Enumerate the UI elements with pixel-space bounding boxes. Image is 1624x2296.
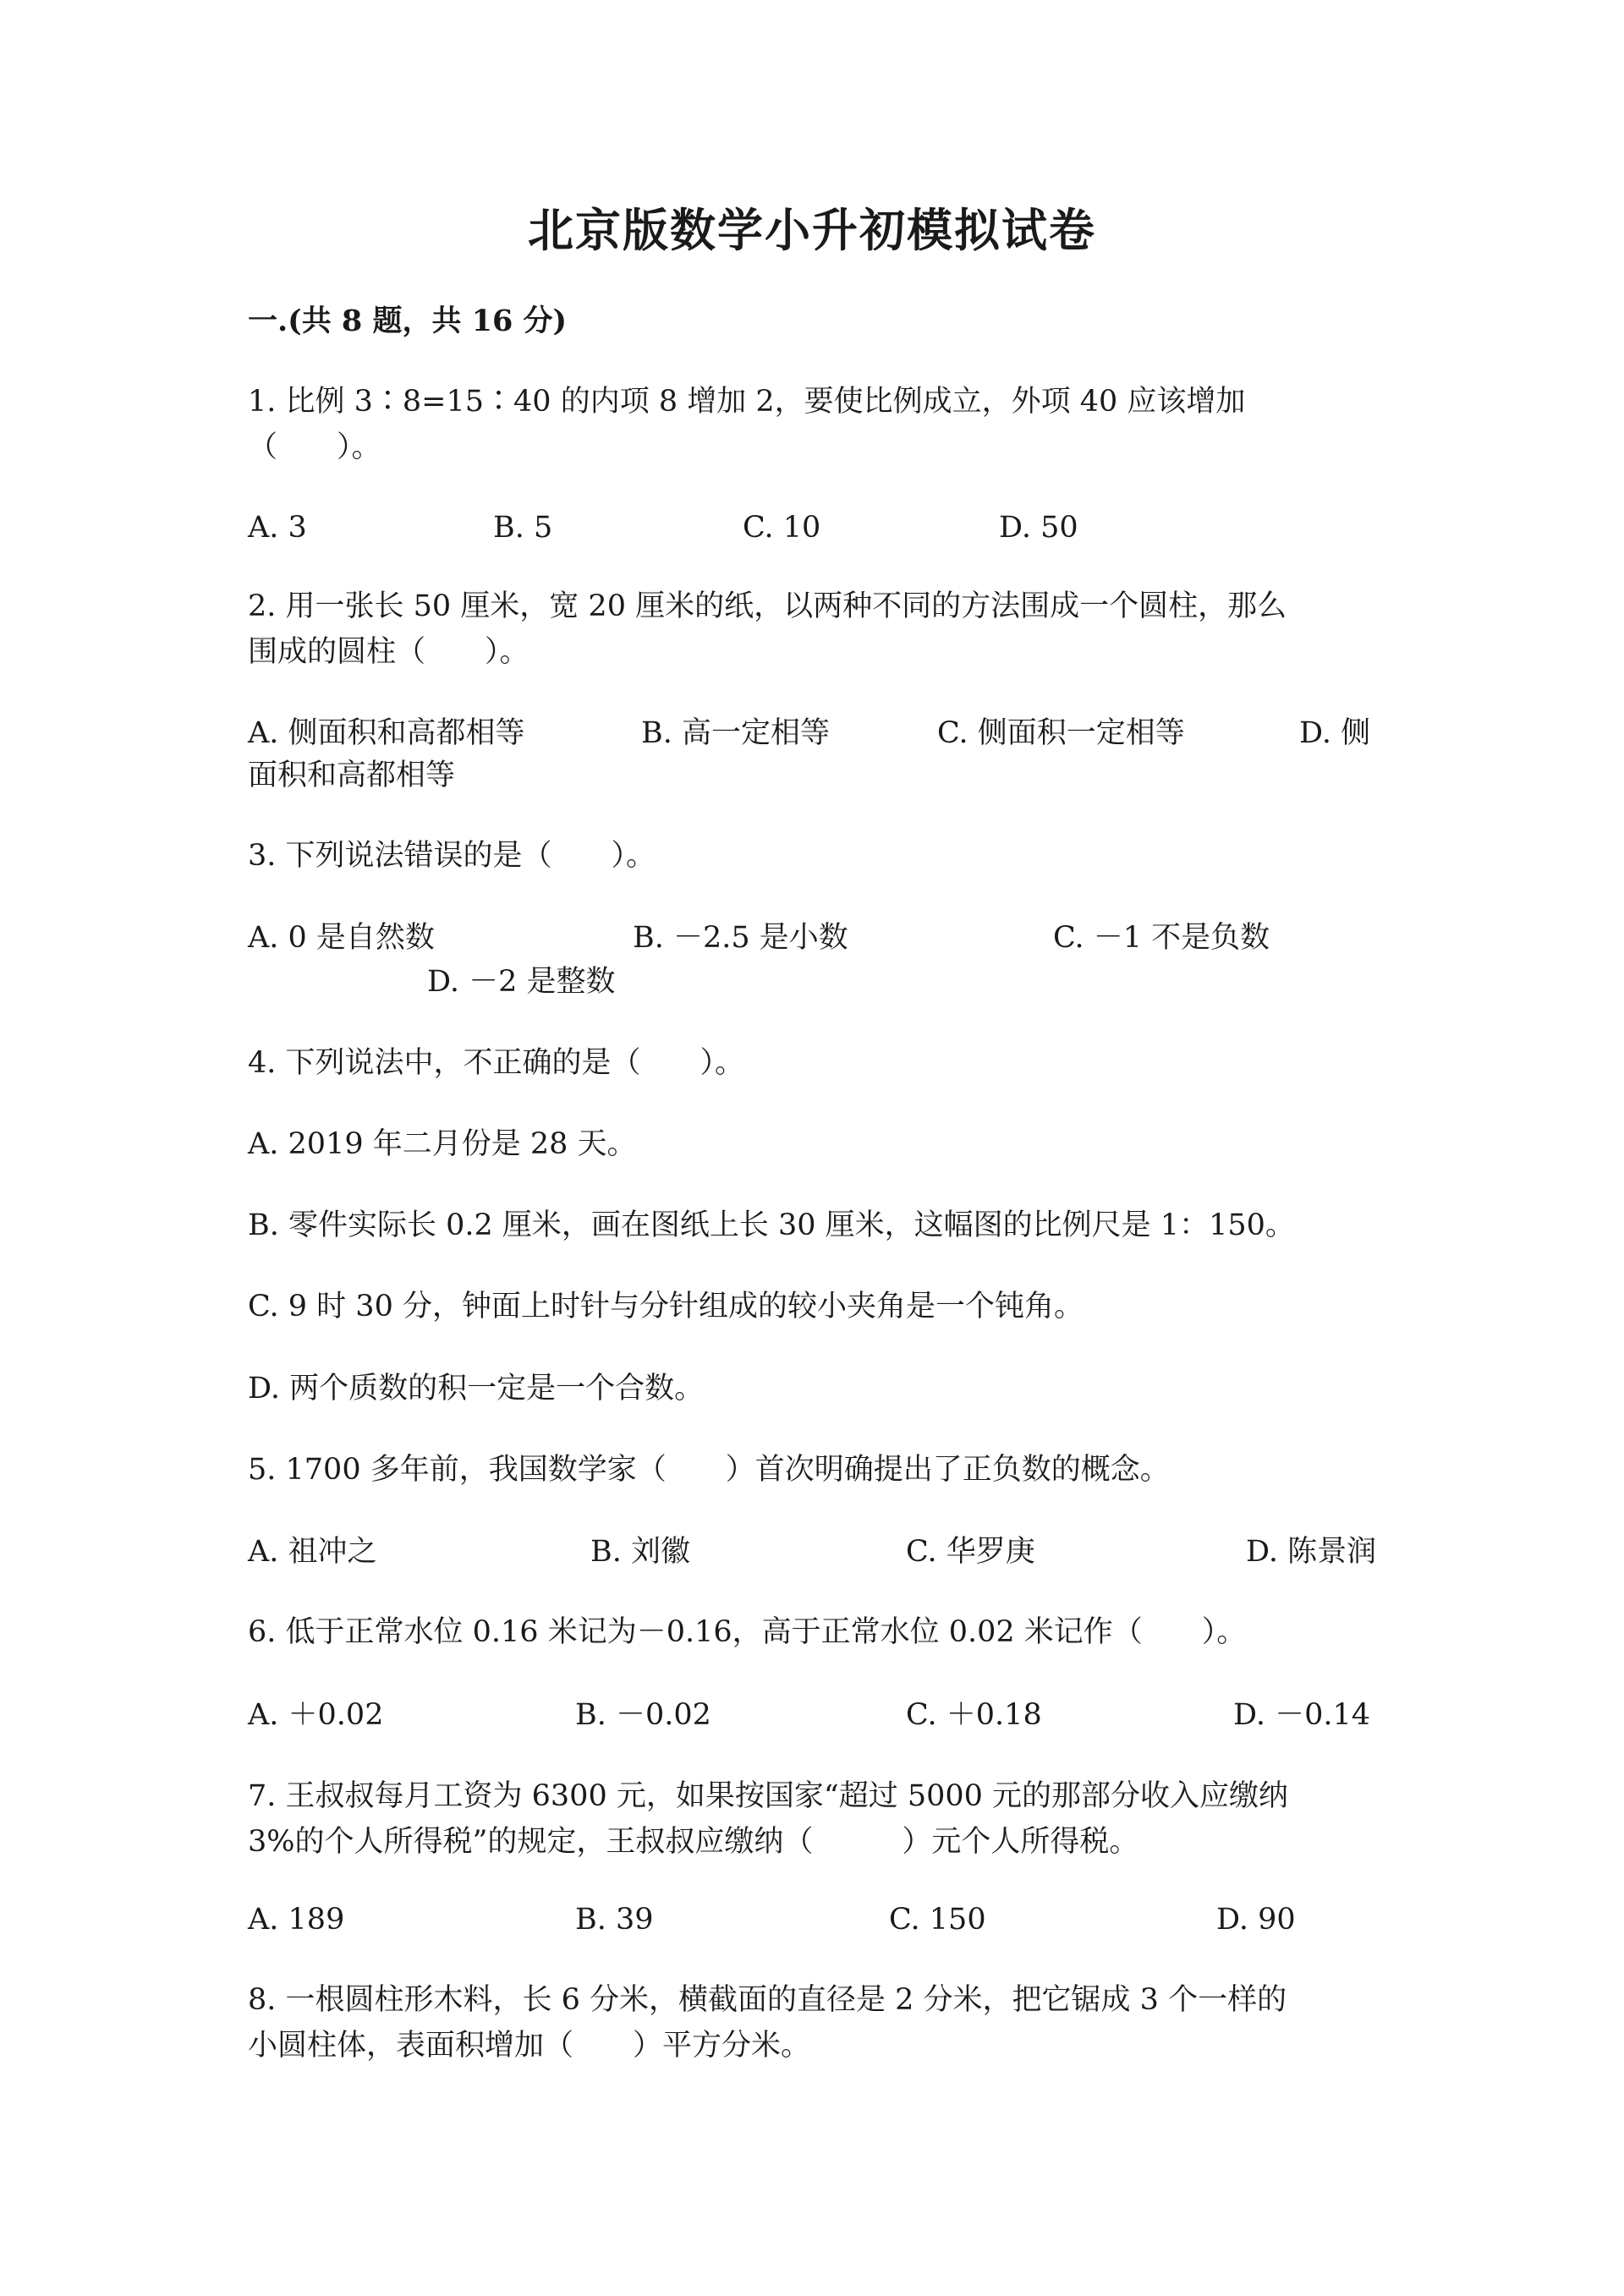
question-2-line-1: 2. 用一张长 50 厘米，宽 20 厘米的纸，以两种不同的方法围成一个圆柱，那么 — [248, 589, 1287, 623]
option-a: A. 3 — [248, 511, 307, 545]
question-6-text: 6. 低于正常水位 0.16 米记为－0.16，高于正常水位 0.02 米记作（ ）。 — [248, 1615, 1247, 1649]
option-a: A. 2019 年二月份是 28 天。 — [248, 1127, 637, 1161]
option-c: C. 150 — [889, 1903, 986, 1937]
option-c: C. 9 时 30 分，钟面上时针与分针组成的较小夹角是一个钝角。 — [248, 1290, 1084, 1323]
option-b: B. 刘徽 — [590, 1535, 690, 1569]
question-1-line-2: （ ）。 — [248, 430, 381, 464]
option-d: D. 90 — [1216, 1903, 1296, 1937]
option-c: C. ＋0.18 — [906, 1698, 1042, 1732]
option-b: B. 高一定相等 — [641, 716, 830, 750]
question-3-options — [248, 915, 1381, 961]
question-2 — [248, 584, 1381, 675]
option-a: A. 0 是自然数 — [248, 921, 435, 955]
option-c: C. 10 — [743, 511, 821, 545]
option-b: B. 零件实际长 0.2 厘米，画在图纸上长 30 厘米，这幅图的比例尺是 1：150。 — [248, 1208, 1295, 1242]
question-7-line-1: 7. 王叔叔每月工资为 6300 元，如果按国家“超过 5000 元的那部分收入应缴纳 — [248, 1779, 1289, 1813]
question-5-options — [248, 1529, 1381, 1575]
question-7-line-2: 3%的个人所得税”的规定，王叔叔应缴纳（ ）元个人所得税。 — [248, 1825, 1139, 1859]
option-d: D. 陈景润 — [1246, 1535, 1377, 1569]
question-1-options — [248, 505, 1381, 551]
option-b: B. －2.5 是小数 — [633, 921, 848, 955]
option-a: A. 侧面积和高都相等 — [248, 716, 525, 750]
question-3-text: 3. 下列说法错误的是（ ）。 — [248, 839, 656, 873]
option-c: C. 侧面积一定相等 — [937, 716, 1185, 750]
page-title: 北京版数学小升初模拟试卷 — [528, 203, 1096, 257]
option-b: B. －0.02 — [575, 1698, 711, 1732]
question-2-options — [248, 710, 1381, 756]
question-2-line-2: 围成的圆柱（ ）。 — [248, 635, 529, 669]
question-6 — [248, 1609, 1381, 1655]
option-a: A. 189 — [248, 1903, 345, 1937]
question-5-text: 5. 1700 多年前，我国数学家（ ）首次明确提出了正负数的概念。 — [248, 1453, 1170, 1487]
option-d: D. －2 是整数 — [427, 965, 616, 999]
question-8-line-2: 小圆柱体，表面积增加（ ）平方分米。 — [248, 2029, 811, 2063]
question-7-options — [248, 1897, 1381, 1943]
question-4 — [248, 1040, 1381, 1086]
option-c: C. 华罗庚 — [906, 1535, 1035, 1569]
question-6-options — [248, 1692, 1381, 1738]
option-c: C. －1 不是负数 — [1053, 921, 1270, 955]
option-d-continued: 面积和高都相等 — [248, 759, 456, 792]
question-8-line-1: 8. 一根圆柱形木料，长 6 分米，横截面的直径是 2 分米，把它锯成 3 个一样的 — [248, 1983, 1287, 2017]
question-8 — [248, 1977, 1381, 2069]
option-d: D. －0.14 — [1233, 1698, 1370, 1732]
option-d: D. 50 — [999, 511, 1078, 545]
question-4-text: 4. 下列说法中，不正确的是（ ）。 — [248, 1046, 745, 1080]
question-5 — [248, 1447, 1381, 1493]
question-1-line-1: 1. 比例 3∶8=15∶40 的内项 8 增加 2，要使比例成立，外项 40 应该增加 — [248, 385, 1246, 419]
option-a: A. 祖冲之 — [248, 1535, 377, 1569]
question-3 — [248, 833, 1381, 879]
option-b: B. 5 — [493, 511, 553, 545]
option-a: A. ＋0.02 — [248, 1698, 384, 1732]
option-d: D. 两个质数的积一定是一个合数。 — [248, 1372, 705, 1406]
question-1 — [248, 379, 1381, 470]
question-7 — [248, 1773, 1381, 1865]
option-b: B. 39 — [575, 1903, 654, 1937]
section-heading: 一.(共 8 题，共 16 分) — [248, 304, 568, 338]
option-d: D. 侧 — [1299, 716, 1371, 750]
